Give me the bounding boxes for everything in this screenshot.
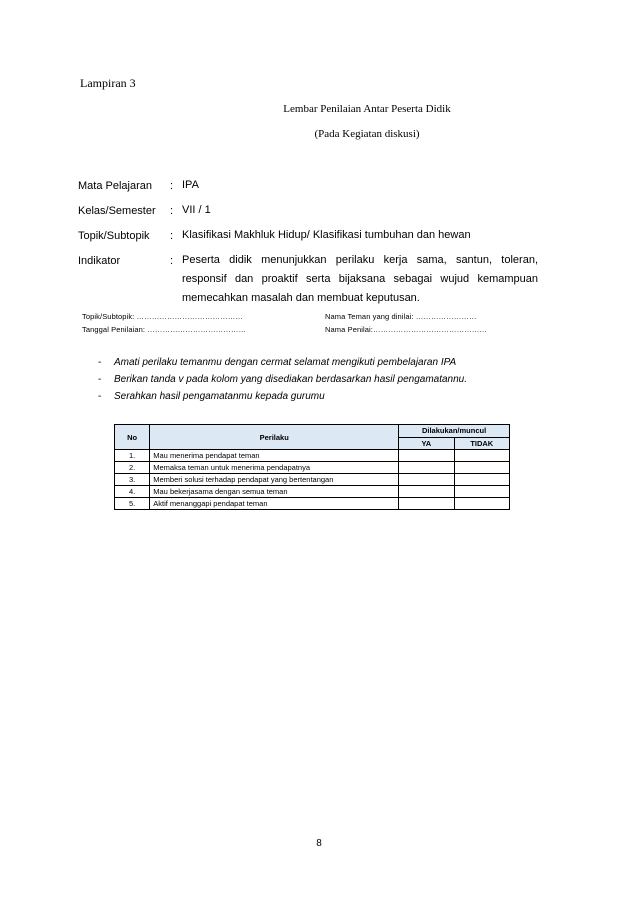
info-colon: : <box>170 180 174 192</box>
table-row <box>115 498 510 510</box>
header-tidak: TIDAK <box>454 437 509 450</box>
cell-tidak[interactable] <box>454 462 509 474</box>
instruction-item <box>98 391 538 408</box>
cell-tidak[interactable] <box>454 498 509 510</box>
appendix-label: Lampiran 3 <box>80 76 136 90</box>
row-number: 4. <box>115 486 150 498</box>
table-row <box>115 486 510 498</box>
row-behavior: Aktif menanggapi pendapat teman <box>150 498 399 510</box>
document-subtitle: (Pada Kegiatan diskusi) <box>314 128 420 140</box>
header-behavior: Perilaku <box>150 425 399 450</box>
cell-ya[interactable] <box>399 462 454 474</box>
cell-ya[interactable] <box>399 498 454 510</box>
instruction-item <box>98 357 538 374</box>
info-label: Kelas/Semester <box>78 205 156 217</box>
row-behavior: Mau menerima pendapat teman <box>150 450 399 462</box>
assessment-table <box>114 424 510 510</box>
cell-tidak[interactable] <box>454 486 509 498</box>
table-row <box>115 450 510 462</box>
info-value: IPA <box>182 179 199 191</box>
cell-ya[interactable] <box>399 474 454 486</box>
cell-ya[interactable] <box>399 450 454 462</box>
info-label: Topik/Subtopik <box>78 230 150 242</box>
info-colon: : <box>170 205 174 217</box>
header-no: No <box>115 425 150 450</box>
instruction-text: Berikan tanda v pada kolom yang disediakan berdasarkan hasil pengamatannu. <box>114 374 468 385</box>
header-done-group: Dilakukan/muncul <box>399 425 510 438</box>
info-value: Peserta didik menunjukkan perilaku kerja sama, santun, toleran, responsif dan proaktif serta bijaksana sebagai wujud kemampuan memecahkan masalah dan membuat keputusan. <box>182 254 538 304</box>
instruction-list <box>98 357 538 408</box>
info-value: Klasifikasi Makhluk Hidup/ Klasifikasi tumbuhan dan hewan <box>182 229 471 241</box>
instruction-item <box>98 374 538 391</box>
info-value: VII / 1 <box>182 204 211 216</box>
row-number: 1. <box>115 450 150 462</box>
instruction-text: Serahkan hasil pengamatanmu kepada gurumu <box>114 391 325 402</box>
info-label: Mata Pelajaran <box>78 180 152 192</box>
row-behavior: Memaksa teman untuk menerima pendapatnya <box>150 462 399 474</box>
cell-tidak[interactable] <box>454 474 509 486</box>
table-row <box>115 474 510 486</box>
document-title: Lembar Penilaian Antar Peserta Didik <box>283 103 451 115</box>
row-behavior: Mau bekerjasama dengan semua teman <box>150 486 399 498</box>
instruction-text: Amati perilaku temanmu dengan cermat selamat mengikuti pembelajaran IPA <box>114 357 457 368</box>
row-number: 2. <box>115 462 150 474</box>
field-topic: Topik/Subtopik: …………………………………… <box>82 312 243 321</box>
bullet-dash: - <box>98 357 102 368</box>
field-date: Tanggal Penilaian: ………………………………… <box>82 325 247 334</box>
row-number: 5. <box>115 498 150 510</box>
cell-ya[interactable] <box>399 486 454 498</box>
table-row <box>115 462 510 474</box>
info-colon: : <box>170 255 174 267</box>
header-ya: YA <box>399 437 454 450</box>
page-number: 8 <box>316 838 322 849</box>
bullet-dash: - <box>98 374 102 385</box>
field-assessor-name: Nama Penilai:……………………………………… <box>325 325 487 334</box>
info-label: Indikator <box>78 255 121 267</box>
row-behavior: Memberi solusi terhadap pendapat yang bertentangan <box>150 474 399 486</box>
cell-tidak[interactable] <box>454 450 509 462</box>
bullet-dash: - <box>98 391 102 402</box>
row-number: 3. <box>115 474 150 486</box>
info-colon: : <box>170 230 174 242</box>
field-peer-name: Nama Teman yang dinilai: …………………… <box>325 312 477 321</box>
